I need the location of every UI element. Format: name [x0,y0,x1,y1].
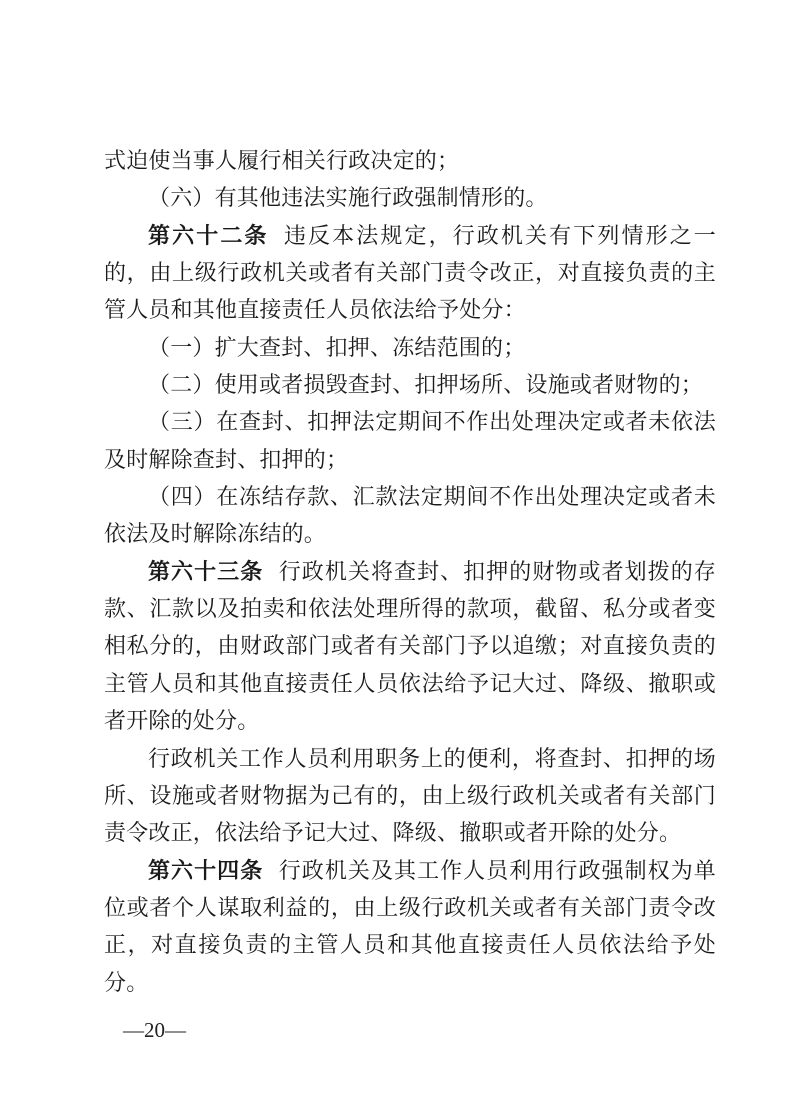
article-number: 第六十四条 [148,857,264,883]
paragraph-item-4 [104,478,716,553]
paragraph-text: 行政机关将查封、扣押的财物或者划拨的存款、汇款以及拍卖和依法处理所得的款项，截留、私分或者变相私分的，由财政部门或者有关部门予以追缴；对直接负责的主管人员和其他直接责任人员依法给予记大过、降级、撤职或者开除的处分。 [104,558,716,734]
paragraph [104,142,716,179]
paragraph-text: （四）在冻结存款、汇款法定期间不作出处理决定或者未依法及时解除冻结的。 [104,484,716,547]
paragraph-text: （六）有其他违法实施行政强制情形的。 [148,185,548,211]
paragraph-article-62 [104,217,716,329]
paragraph-article-64 [104,852,716,1001]
article-number: 第六十三条 [148,558,264,584]
paragraph-text: 式迫使当事人履行相关行政决定的； [104,148,460,173]
paragraph-text: 违反本法规定，行政机关有下列情形之一的，由上级行政机关或者有关部门责令改正，对直接负责的主管人员和其他直接责任人员依法给予处分： [104,222,716,323]
paragraph-text: 行政机关工作人员利用职务上的便利，将查封、扣押的场所、设施或者财物据为己有的，由上级行政机关或者有关部门责令改正，依法给予记大过、降级、撤职或者开除的处分。 [104,745,716,846]
paragraph [104,179,716,216]
paragraph-article-63 [104,553,716,740]
article-number: 第六十二条 [148,222,269,248]
paragraph-text: （一）扩大查封、扣押、冻结范围的； [148,334,526,360]
document-body [104,142,716,1001]
page-number: —20— [123,1018,186,1042]
paragraph-item-3 [104,403,716,478]
paragraph-text: （三）在查封、扣押法定期间不作出处理决定或者未依法及时解除查封、扣押的； [104,409,716,472]
paragraph-text: （二）使用或者损毁查封、扣押场所、设施或者财物的； [148,372,704,398]
paragraph [104,740,716,852]
paragraph-item-1 [104,329,716,366]
paragraph-text: 行政机关及其工作人员利用行政强制权为单位或者个人谋取利益的，由上级行政机关或者有关部门责令改正，对直接负责的主管人员和其他直接责任人员依法给予处分。 [104,857,716,995]
paragraph-item-2 [104,366,716,403]
